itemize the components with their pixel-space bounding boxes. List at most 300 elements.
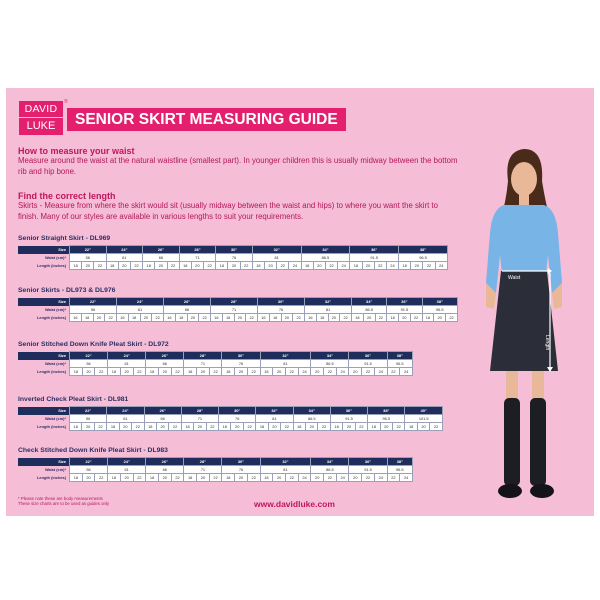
length-cell: 24: [435, 262, 447, 270]
waist-cell: 71: [179, 254, 216, 262]
size-cell: 26": [164, 298, 211, 306]
table-row: [18, 458, 413, 466]
size-cell: 30": [258, 298, 305, 306]
size-table: [18, 406, 443, 431]
length-cell: 18: [70, 262, 82, 270]
length-cell: 18: [108, 474, 121, 482]
size-cell: 34": [301, 246, 350, 254]
length-cell: 20: [311, 474, 324, 482]
size-cell: 38": [422, 298, 458, 306]
length-cell: 20: [273, 474, 286, 482]
length-cell: 22: [318, 423, 330, 431]
length-cell: 22: [285, 474, 298, 482]
length-cell: 18: [175, 314, 187, 322]
size-cell: 26": [146, 352, 184, 360]
length-cell: 22: [169, 423, 181, 431]
length-cell: 18: [260, 368, 273, 376]
length-cell: 20: [399, 314, 411, 322]
size-table: [18, 245, 448, 270]
length-cell: 24: [400, 474, 413, 482]
size-cell: 26": [146, 458, 184, 466]
length-cell: 20: [118, 262, 130, 270]
waist-cell: 91.5: [350, 254, 399, 262]
size-cell: 30": [222, 352, 260, 360]
length-cell: 22: [171, 368, 184, 376]
length-cell: 20: [328, 314, 340, 322]
length-cell: 24: [338, 262, 350, 270]
length-cell: 18: [184, 368, 197, 376]
length-cell: 22: [94, 423, 106, 431]
length-cell: 20: [349, 474, 362, 482]
length-cell: 22: [209, 474, 222, 482]
row-label: Length (inches): [18, 368, 70, 376]
size-cell: 34": [311, 352, 349, 360]
length-cell: 18: [252, 262, 264, 270]
waist-cell: 61: [108, 360, 146, 368]
waist-cell: 71: [211, 306, 258, 314]
size-cell: 32": [260, 352, 311, 360]
logo-line2: LUKE: [19, 118, 63, 135]
logo-line1: DAVID: [19, 101, 63, 117]
length-cell: 20: [119, 423, 131, 431]
table-row: [18, 262, 448, 270]
length-cell: 22: [133, 474, 146, 482]
length-label: Length: [544, 335, 550, 351]
measuring-guide-sheet: [6, 88, 594, 516]
length-cell: 18: [316, 314, 328, 322]
size-cell: 24": [117, 298, 164, 306]
size-cell: 34": [311, 458, 349, 466]
waist-cell: 76: [222, 360, 260, 368]
length-cell: 22: [324, 368, 337, 376]
length-cell: 22: [247, 474, 260, 482]
right-shoe: [530, 484, 554, 498]
length-cell: 18: [146, 474, 159, 482]
size-cell: 32": [252, 246, 301, 254]
length-cell: 18: [222, 474, 235, 482]
size-cell: 22": [70, 407, 107, 415]
table-row: [18, 314, 458, 322]
length-cell: 16: [164, 314, 176, 322]
length-cell: 20: [231, 423, 243, 431]
length-cell: 20: [235, 368, 248, 376]
length-cell: 22: [375, 314, 387, 322]
length-cell: 18: [143, 262, 155, 270]
length-cell: 22: [204, 262, 216, 270]
length-cell: 18: [399, 262, 411, 270]
row-label: Length (inches): [18, 262, 70, 270]
waist-cell: 91.5: [349, 360, 387, 368]
size-cell: 36": [349, 458, 387, 466]
row-label: Size: [18, 458, 70, 466]
length-cell: 24: [336, 368, 349, 376]
length-cell: 18: [260, 474, 273, 482]
waist-cell: 91.5: [387, 306, 422, 314]
length-cell: 18: [144, 423, 156, 431]
size-cell: 40": [405, 407, 443, 415]
waist-cell: 61: [117, 306, 164, 314]
length-cell: 16: [211, 314, 223, 322]
length-cell: 20: [306, 423, 318, 431]
size-cell: 22": [70, 298, 117, 306]
length-cell: 22: [410, 314, 422, 322]
waist-cell: 66: [146, 466, 184, 474]
length-cell: 22: [95, 474, 108, 482]
size-cell: 38": [368, 407, 405, 415]
length-cell: 18: [216, 262, 228, 270]
length-cell: 20: [156, 423, 168, 431]
table-row: [18, 254, 448, 262]
length-cell: 22: [281, 423, 293, 431]
size-cell: 30": [216, 246, 253, 254]
size-table: [18, 351, 413, 376]
table-title: Senior Stitched Down Knife Pleat Skirt - DL972: [18, 341, 169, 348]
waist-cell: 66: [144, 415, 181, 423]
length-text: Skirts - Measure from where the skirt would sit (usually midway between the waist and hips) to where you want the skirt to finish. Many of our styles are available in various lengths to suit your requirements.: [18, 201, 438, 221]
row-label: Size: [18, 246, 70, 254]
size-cell: 38": [399, 246, 448, 254]
waist-cell: 56: [70, 360, 108, 368]
length-cell: 16: [70, 314, 82, 322]
length-cell: 24: [386, 262, 398, 270]
length-cell: 18: [146, 368, 159, 376]
length-cell: 22: [132, 423, 144, 431]
length-cell: 22: [105, 314, 117, 322]
length-cell: 22: [133, 368, 146, 376]
length-cell: 18: [184, 474, 197, 482]
row-label: Waist (cm)*: [18, 254, 70, 262]
face-shape: [511, 162, 537, 196]
length-cell: 18: [330, 423, 342, 431]
length-cell: 24: [400, 368, 413, 376]
footnote: [18, 496, 109, 507]
length-cell: 22: [423, 262, 435, 270]
length-cell: 18: [222, 314, 234, 322]
length-cell: 22: [387, 368, 400, 376]
waist-cell: 66: [143, 254, 180, 262]
length-cell: 18: [181, 423, 193, 431]
length-cell: 20: [194, 423, 206, 431]
length-cell: 20: [234, 314, 246, 322]
size-cell: 28": [211, 298, 258, 306]
length-cell: 18: [128, 314, 140, 322]
length-cell: 18: [350, 262, 362, 270]
length-cell: 22: [247, 368, 260, 376]
length-cell: 22: [171, 474, 184, 482]
length-cell: 18: [81, 314, 93, 322]
length-cell: 24: [336, 474, 349, 482]
waist-cell: 101.5: [405, 415, 443, 423]
website-link[interactable]: www.davidluke.com: [254, 499, 335, 509]
size-table: [18, 457, 413, 482]
schoolgirl-illustration: [464, 143, 584, 508]
waist-cell: 81: [256, 415, 293, 423]
length-cell: 16: [117, 314, 129, 322]
length-cell: 20: [158, 368, 171, 376]
waist-cell: 76: [216, 254, 253, 262]
page-title: SENIOR SKIRT MEASURING GUIDE: [67, 108, 346, 131]
length-cell: 20: [362, 262, 374, 270]
size-cell: 28": [184, 352, 222, 360]
right-sock: [530, 398, 546, 486]
table-row: [18, 246, 448, 254]
row-label: Size: [18, 407, 70, 415]
waist-cell: 76: [222, 466, 260, 474]
length-cell: 24: [298, 474, 311, 482]
length-cell: 20: [197, 368, 210, 376]
waist-cell: 66: [164, 306, 211, 314]
length-cell: 22: [285, 368, 298, 376]
left-shoe: [498, 484, 522, 498]
waist-cell: 76: [219, 415, 256, 423]
length-cell: 24: [298, 368, 311, 376]
length-cell: 20: [281, 314, 293, 322]
waist-cell: 86.5: [293, 415, 330, 423]
waist-cell: 91.5: [349, 466, 387, 474]
footnote-line1: * Please note these are body measurements: [18, 496, 103, 501]
length-cell: 22: [277, 262, 289, 270]
length-cell: 20: [140, 314, 152, 322]
length-cell: 18: [301, 262, 313, 270]
length-cell: 20: [187, 314, 199, 322]
length-cell: 20: [343, 423, 355, 431]
table-row: [18, 360, 413, 368]
length-cell: 18: [405, 423, 417, 431]
logo-trademark: ®: [64, 99, 68, 105]
table-title: Inverted Check Pleat Skirt - DL981: [18, 396, 129, 403]
size-cell: 24": [108, 352, 146, 360]
table-row: [18, 474, 413, 482]
row-label: Size: [18, 352, 70, 360]
table-row: [18, 407, 443, 415]
length-cell: 22: [293, 314, 305, 322]
length-cell: 18: [368, 423, 380, 431]
size-cell: 30": [219, 407, 256, 415]
length-cell: 20: [82, 262, 94, 270]
length-cell: 18: [387, 314, 399, 322]
waist-cell: 81: [260, 360, 311, 368]
waist-cell: 71: [184, 466, 222, 474]
length-cell: 18: [256, 423, 268, 431]
length-cell: 18: [106, 262, 118, 270]
left-sock: [504, 398, 520, 486]
david-luke-logo: [19, 99, 68, 135]
length-cell: 18: [269, 314, 281, 322]
length-cell: 22: [130, 262, 142, 270]
waist-cell: 61: [107, 415, 144, 423]
length-cell: 22: [362, 368, 375, 376]
length-cell: 18: [219, 423, 231, 431]
waist-cell: 56: [70, 254, 107, 262]
length-cell: 18: [108, 368, 121, 376]
length-cell: 22: [95, 368, 108, 376]
waist-cell: 56: [70, 415, 107, 423]
length-cell: 20: [82, 423, 94, 431]
length-cell: 20: [363, 314, 375, 322]
waist-cell: 76: [258, 306, 305, 314]
length-cell: 20: [120, 474, 133, 482]
length-cell: 22: [387, 474, 400, 482]
row-label: Waist (cm)*: [18, 466, 70, 474]
length-cell: 20: [155, 262, 167, 270]
size-cell: 38": [387, 458, 412, 466]
table-title: Check Stitched Down Knife Pleat Skirt - DL983: [18, 447, 168, 454]
length-cell: 18: [70, 368, 83, 376]
length-cell: 22: [94, 262, 106, 270]
waist-cell: 96.5: [368, 415, 405, 423]
size-cell: 36": [350, 246, 399, 254]
length-cell: 20: [311, 368, 324, 376]
table-title: Senior Straight Skirt - DL969: [18, 235, 111, 242]
waist-cell: 71: [181, 415, 218, 423]
length-cell: 18: [70, 423, 82, 431]
length-cell: 22: [430, 423, 443, 431]
length-cell: 22: [167, 262, 179, 270]
length-cell: 22: [355, 423, 367, 431]
row-label: Waist (cm)*: [18, 306, 70, 314]
length-cell: 20: [228, 262, 240, 270]
size-cell: 38": [387, 352, 412, 360]
length-cell: 22: [325, 262, 337, 270]
neck-shape: [519, 193, 529, 205]
length-cell: 20: [380, 423, 392, 431]
size-cell: 32": [260, 458, 311, 466]
size-cell: 24": [108, 458, 146, 466]
footnote-line2: These size charts are to be used as guides only: [18, 501, 110, 507]
waist-cell: 86.5: [301, 254, 350, 262]
length-cell: 20: [120, 368, 133, 376]
waist-cell: 96.5: [422, 306, 458, 314]
size-cell: 32": [256, 407, 293, 415]
waist-cell: 61: [106, 254, 143, 262]
size-cell: 30": [222, 458, 260, 466]
size-cell: 36": [330, 407, 367, 415]
row-label: Waist (cm)*: [18, 415, 70, 423]
waist-text: Measure around the waist at the natural waistline (smallest part). In younger children this is usually midway between the bottom rib and hip bone.: [18, 156, 458, 176]
waist-cell: 56: [70, 306, 117, 314]
length-cell: 22: [392, 423, 404, 431]
length-cell: 22: [446, 314, 458, 322]
size-cell: 34": [352, 298, 387, 306]
length-cell: 22: [324, 474, 337, 482]
length-cell: 20: [93, 314, 105, 322]
size-cell: 22": [70, 246, 107, 254]
length-cell: 20: [434, 314, 446, 322]
length-cell: 18: [107, 423, 119, 431]
waist-cell: 56: [70, 466, 108, 474]
row-label: Waist (cm)*: [18, 360, 70, 368]
table-row: [18, 306, 458, 314]
length-heading: Find the correct length: [18, 191, 116, 201]
waist-cell: 86.5: [311, 466, 349, 474]
waist-cell: 71: [184, 360, 222, 368]
length-cell: 20: [349, 368, 362, 376]
waist-cell: 86.5: [352, 306, 387, 314]
waist-cell: 96.5: [387, 360, 412, 368]
table-row: [18, 298, 458, 306]
size-cell: 36": [349, 352, 387, 360]
length-cell: 18: [222, 368, 235, 376]
waist-cell: 81: [260, 466, 311, 474]
length-cell: 22: [240, 262, 252, 270]
length-cell: 20: [313, 262, 325, 270]
size-cell: 28": [184, 458, 222, 466]
length-cell: 22: [206, 423, 218, 431]
length-cell: 20: [82, 368, 95, 376]
length-cell: 22: [374, 262, 386, 270]
length-cell: 20: [417, 423, 429, 431]
length-cell: 22: [246, 314, 258, 322]
length-cell: 18: [293, 423, 305, 431]
length-cell: 20: [197, 474, 210, 482]
length-cell: 20: [268, 423, 280, 431]
size-cell: 36": [387, 298, 422, 306]
size-cell: 28": [181, 407, 218, 415]
table-title: Senior Skirts - DL973 & DL976: [18, 287, 116, 294]
size-cell: 26": [144, 407, 181, 415]
waist-cell: 86.5: [311, 360, 349, 368]
skirt-shape: [490, 271, 558, 371]
length-cell: 22: [340, 314, 352, 322]
waist-cell: 91.5: [330, 415, 367, 423]
size-cell: 28": [179, 246, 216, 254]
waist-cell: 96.5: [387, 466, 412, 474]
length-cell: 24: [289, 262, 301, 270]
length-cell: 22: [152, 314, 164, 322]
length-cell: 22: [209, 368, 222, 376]
length-cell: 22: [199, 314, 211, 322]
size-cell: 26": [143, 246, 180, 254]
waist-cell: 96.5: [399, 254, 448, 262]
length-cell: 18: [352, 314, 364, 322]
waist-heading: How to measure your waist: [18, 146, 135, 156]
row-label: Size: [18, 298, 70, 306]
waist-cell: 61: [108, 466, 146, 474]
row-label: Length (inches): [18, 474, 70, 482]
length-cell: 20: [82, 474, 95, 482]
row-label: Length (inches): [18, 314, 70, 322]
length-cell: 20: [265, 262, 277, 270]
size-cell: 22": [70, 458, 108, 466]
waist-cell: 66: [146, 360, 184, 368]
table-row: [18, 423, 443, 431]
table-row: [18, 368, 413, 376]
size-cell: 24": [106, 246, 143, 254]
length-cell: 20: [158, 474, 171, 482]
length-cell: 16: [258, 314, 270, 322]
length-cell: 22: [362, 474, 375, 482]
size-cell: 22": [70, 352, 108, 360]
table-row: [18, 415, 443, 423]
length-cell: 24: [374, 368, 387, 376]
length-cell: 20: [273, 368, 286, 376]
table-row: [18, 352, 413, 360]
waist-cell: 81: [305, 306, 352, 314]
size-cell: 24": [107, 407, 144, 415]
waist-cell: 81: [252, 254, 301, 262]
row-label: Length (inches): [18, 423, 70, 431]
size-table: [18, 297, 458, 322]
length-cell: 22: [243, 423, 255, 431]
size-cell: 32": [305, 298, 352, 306]
length-cell: 18: [70, 474, 83, 482]
length-cell: 24: [374, 474, 387, 482]
length-cell: 20: [235, 474, 248, 482]
table-row: [18, 466, 413, 474]
length-cell: 20: [411, 262, 423, 270]
size-cell: 34": [293, 407, 330, 415]
length-cell: 16: [305, 314, 317, 322]
